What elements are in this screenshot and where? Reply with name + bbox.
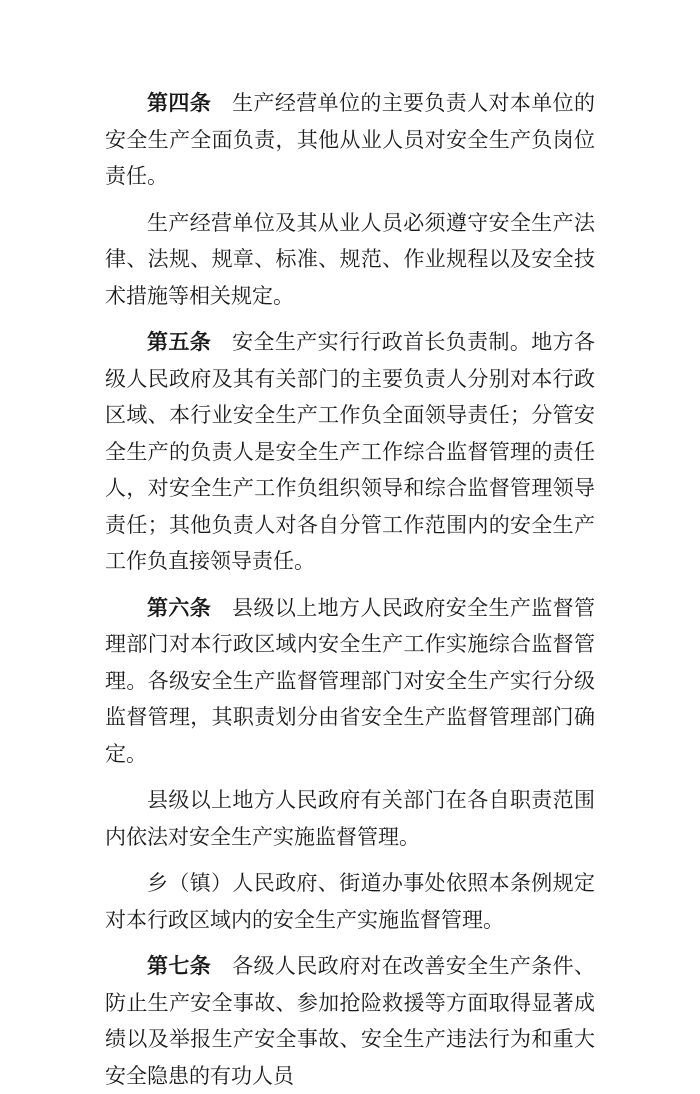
paragraph-article-6-cont-2 (105, 865, 595, 938)
article-label: 第四条 (147, 91, 212, 115)
paragraph-text: 生产经营单位及其从业人员必须遵守安全生产法律、法规、规章、标准、规范、作业规程以及安全技术措施等相关规定。 (105, 210, 595, 308)
document-page (105, 85, 595, 1094)
paragraph-text: 各级人民政府对在改善安全生产条件、防止生产安全事故、参加抢险救援等方面取得显著成绩以及举报生产安全事故、安全生产违法行为和重大安全隐患的有功人员 (105, 954, 596, 1088)
paragraph-article-4-cont (105, 205, 595, 315)
paragraph-article-6 (105, 590, 595, 773)
paragraph-article-5 (105, 324, 595, 580)
article-label: 第五条 (147, 330, 212, 354)
paragraph-article-7 (105, 948, 595, 1094)
paragraph-text: 生产经营单位的主要负责人对本单位的安全生产全面负责，其他从业人员对安全生产负岗位责任。 (105, 91, 596, 188)
paragraph-text: 乡（镇）人民政府、街道办事处依照本条例规定对本行政区域内的安全生产实施监督管理。 (105, 871, 595, 932)
article-label: 第七条 (147, 954, 212, 978)
paragraph-text: 安全生产实行行政首长负责制。地方各级人民政府及其有关部门的主要负责人分别对本行政区域、本行业安全生产工作负全面领导责任；分管安全生产的负责人是安全生产工作综合监督管理的责任人，对安全生产工作负组织领导和综合监督管理领导责任；其他负责人对各自分管工作范围内的安全生产工作负直接领导责任。 (105, 330, 596, 573)
paragraph-text: 县级以上地方人民政府安全生产监督管理部门对本行政区域内安全生产工作实施综合监督管理。各级安全生产监督管理部门对安全生产实行分级监督管理，其职责划分由省安全生产监督管理部门确定。 (105, 595, 596, 766)
paragraph-text: 县级以上地方人民政府有关部门在各自职责范围内依法对安全生产实施监督管理。 (105, 788, 595, 849)
paragraph-article-6-cont-1 (105, 782, 595, 855)
paragraph-article-4 (105, 85, 595, 195)
article-label: 第六条 (147, 595, 212, 620)
